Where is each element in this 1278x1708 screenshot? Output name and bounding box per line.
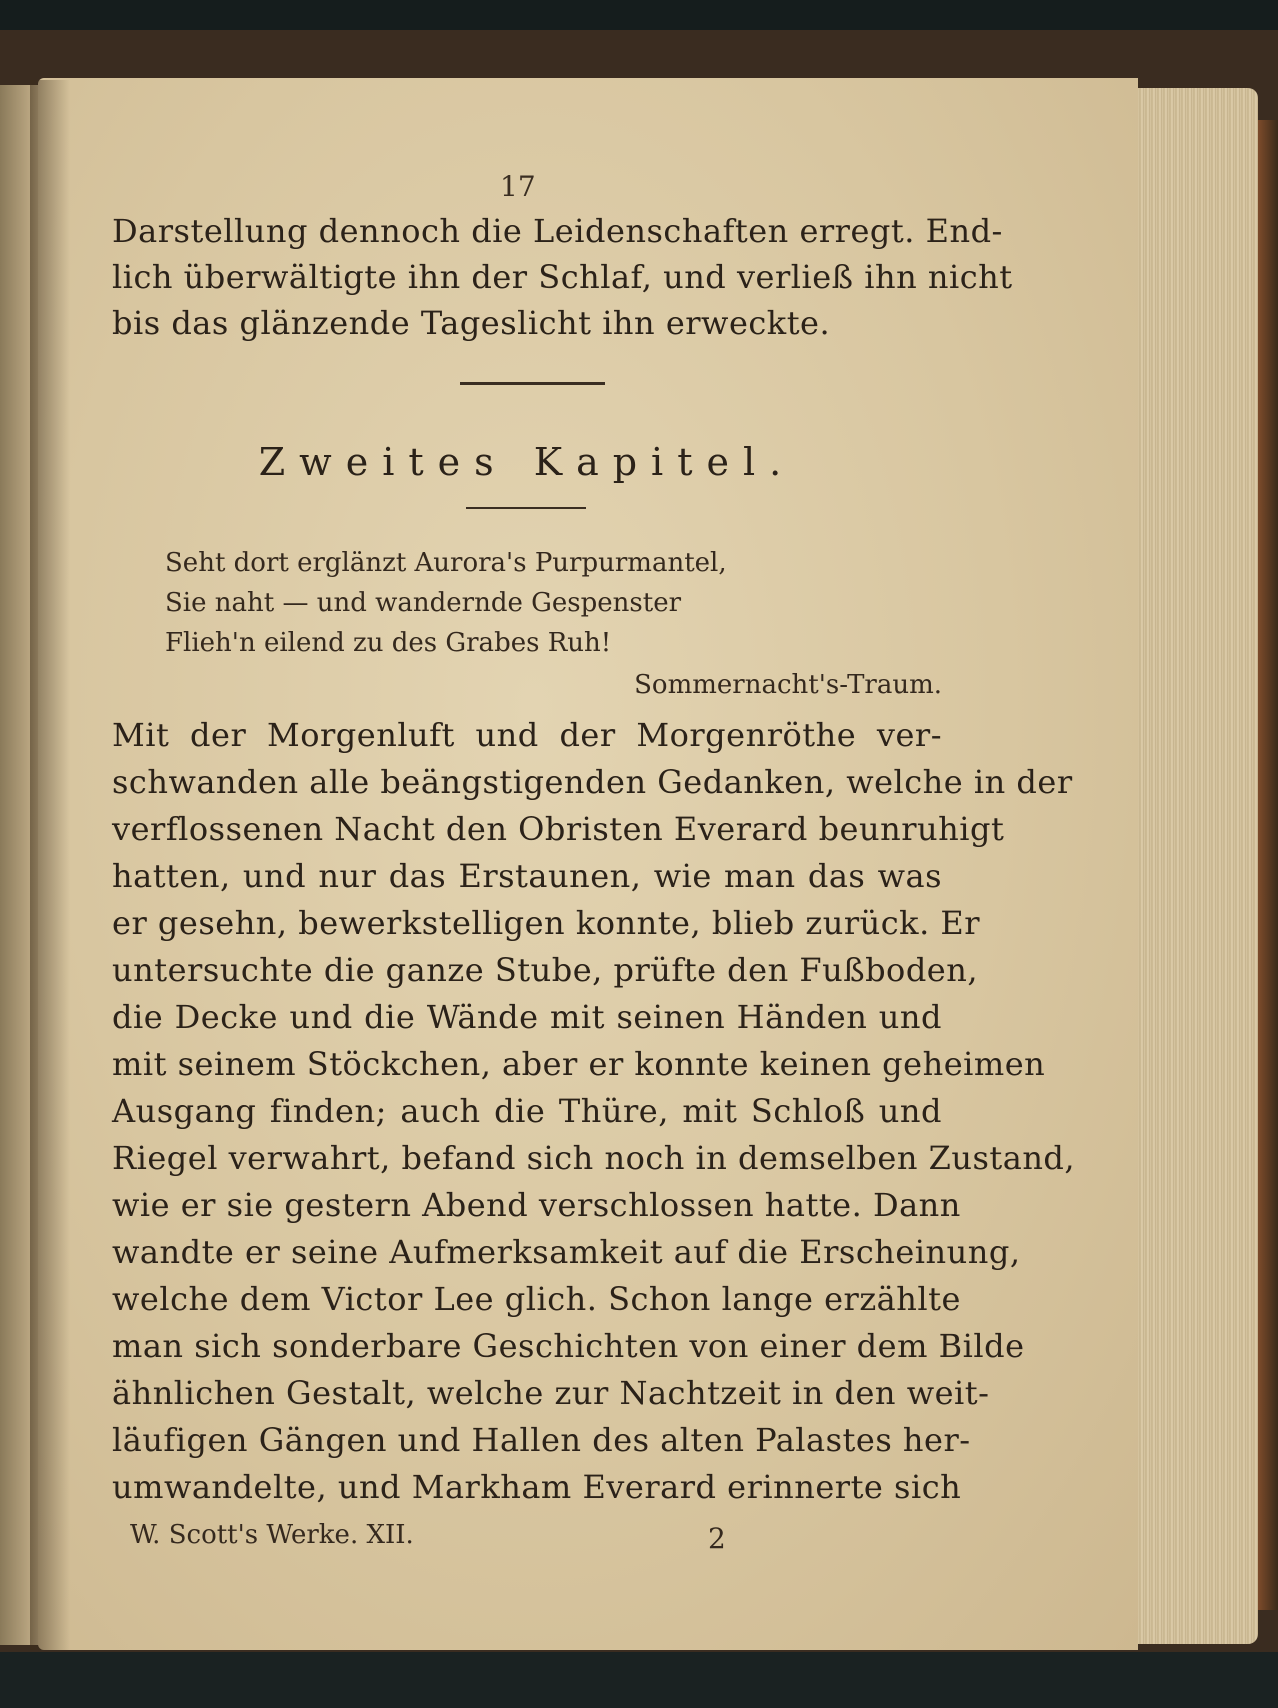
body-line: Mit der Morgenluft und der Morgenröthe ver- (112, 716, 942, 754)
epigraph-line: Sie naht — und wandernde Gespenster (165, 588, 682, 618)
sheet-number: 2 (708, 1522, 726, 1555)
spine-shadow (30, 80, 70, 1650)
body-line: Ausgang finden; auch die Thüre, mit Schloß und (112, 1092, 942, 1130)
body-line: wandte er seine Aufmerksamkeit auf die Erscheinung, (112, 1233, 1021, 1271)
body-line: Riegel verwahrt, befand sich noch in demselben Zustand, (112, 1139, 1076, 1177)
epigraph-line: Flieh'n eilend zu des Grabes Ruh! (165, 628, 612, 658)
text-line: Darstellung dennoch die Leidenschaften erregt. End- (112, 212, 1003, 250)
section-divider (460, 382, 605, 385)
body-line: wie er sie gestern Abend verschlossen hatte. Dann (112, 1186, 961, 1224)
epigraph-line: Seht dort erglänzt Aurora's Purpurmantel, (165, 548, 727, 578)
text-line: lich überwältigte ihn der Schlaf, und verließ ihn nicht (112, 258, 1013, 296)
body-line: verflossenen Nacht den Obristen Everard beunruhigt (112, 810, 1005, 848)
body-line: man sich sonderbare Geschichten von einer dem Bilde (112, 1327, 1025, 1365)
body-line: ähnlichen Gestalt, welche zur Nachtzeit in den weit- (112, 1374, 990, 1412)
page-edges (1138, 88, 1258, 1644)
body-line: hatten, und nur das Erstaunen, wie man das was (112, 857, 942, 895)
epigraph-attribution: Sommernacht's-Traum. (634, 670, 942, 700)
body-line: welche dem Victor Lee glich. Schon lange erzählte (112, 1280, 961, 1318)
body-line: umwandelte, und Markham Everard erinnerte sich (112, 1468, 962, 1506)
body-line: die Decke und die Wände mit seinen Händen und (112, 998, 942, 1036)
page-number: 17 (500, 170, 536, 203)
background-bottom (0, 1652, 1278, 1708)
chapter-divider (466, 507, 586, 509)
printer-signature: W. Scott's Werke. XII. (130, 1520, 414, 1550)
body-line: läufigen Gängen und Hallen des alten Palastes her- (112, 1421, 971, 1459)
body-line: schwanden alle beängstigenden Gedanken, welche in der (112, 763, 1073, 801)
body-line: mit seinem Stöckchen, aber er konnte keinen geheimen (112, 1045, 1046, 1083)
body-line: untersuchte die ganze Stube, prüfte den Fußboden, (112, 951, 979, 989)
text-line: bis das glänzende Tageslicht ihn erweckte. (112, 304, 831, 342)
body-line: er gesehn, bewerkstelligen konnte, blieb zurück. Er (112, 904, 981, 942)
chapter-title: Zweites Kapitel. (258, 440, 796, 484)
